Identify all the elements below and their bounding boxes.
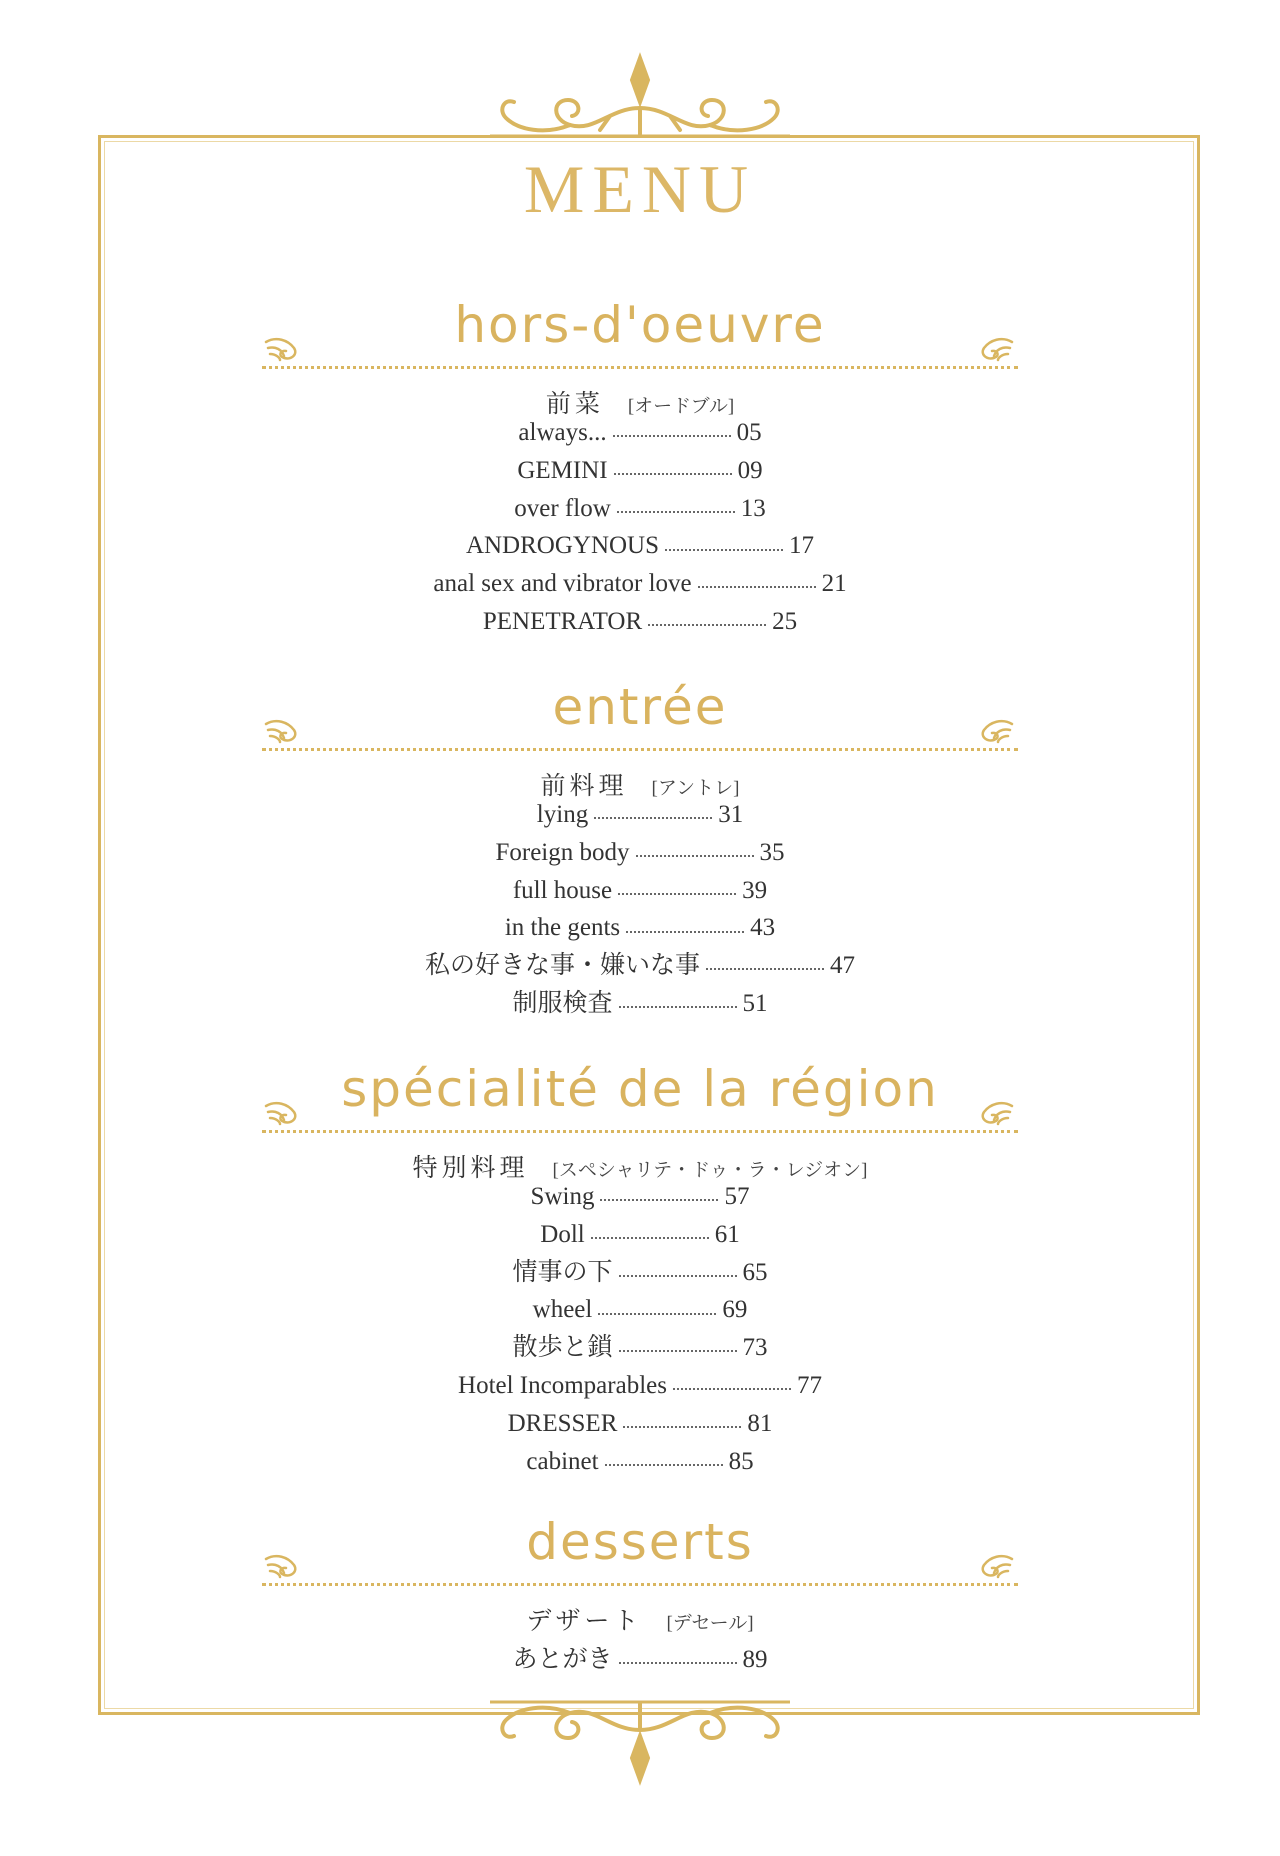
section-kana: [スペシャリテ・ドゥ・ラ・レジオン] bbox=[552, 1160, 868, 1181]
wing-left-icon bbox=[262, 1551, 306, 1581]
entry-page: 51 bbox=[742, 989, 768, 1017]
dot-leader bbox=[600, 1199, 718, 1201]
section-jp-name: 前菜 bbox=[545, 391, 604, 418]
dot-leader bbox=[636, 855, 754, 857]
dot-leader bbox=[665, 549, 783, 551]
entry-title: lying bbox=[536, 801, 589, 828]
dot-leader bbox=[673, 1388, 791, 1390]
wing-right-icon bbox=[972, 716, 1016, 746]
dot-leader bbox=[619, 1275, 737, 1277]
wing-right-icon bbox=[972, 1098, 1016, 1128]
dot-leader bbox=[613, 435, 731, 437]
section-heading: hors-d'oeuvre bbox=[454, 296, 826, 354]
entry-page: 89 bbox=[742, 1646, 768, 1673]
dotted-divider bbox=[262, 748, 1018, 751]
wing-right-icon bbox=[972, 1551, 1016, 1581]
entry-page: 05 bbox=[736, 419, 762, 446]
list-item[interactable] bbox=[0, 985, 1280, 1023]
section-heading: entrée bbox=[552, 678, 728, 736]
list-item[interactable] bbox=[0, 452, 1280, 490]
entry-title: over flow bbox=[514, 494, 611, 522]
list-item[interactable] bbox=[0, 947, 1280, 985]
entry-page: 31 bbox=[718, 801, 744, 828]
entry-page: 39 bbox=[742, 876, 768, 904]
wing-right-icon bbox=[972, 334, 1016, 364]
dot-leader bbox=[698, 586, 816, 588]
dot-leader bbox=[706, 968, 824, 970]
entry-title: anal sex and vibrator love bbox=[433, 570, 692, 598]
list-item[interactable] bbox=[0, 1254, 1280, 1292]
entry-page: 73 bbox=[742, 1334, 768, 1362]
list-item[interactable] bbox=[0, 1329, 1280, 1367]
entry-page: 81 bbox=[747, 1409, 773, 1437]
entry-title: cabinet bbox=[526, 1447, 599, 1475]
section-kana: [デセール] bbox=[666, 1613, 754, 1634]
entry-title: always... bbox=[518, 419, 607, 446]
section-heading: spécialité de la région bbox=[341, 1060, 939, 1118]
list-item[interactable] bbox=[0, 565, 1280, 603]
dotted-divider bbox=[262, 366, 1018, 369]
list-item[interactable] bbox=[0, 490, 1280, 528]
list-item[interactable] bbox=[0, 603, 1280, 641]
list-item[interactable] bbox=[0, 1216, 1280, 1254]
list-item[interactable] bbox=[0, 1405, 1280, 1443]
section-subtitle bbox=[0, 1601, 1280, 1637]
dot-leader bbox=[605, 1464, 723, 1466]
top-ornament bbox=[490, 50, 790, 140]
entry-list bbox=[0, 414, 1280, 641]
entry-page: 43 bbox=[750, 914, 776, 942]
entry-title: PENETRATOR bbox=[482, 607, 643, 635]
entry-page: 69 bbox=[722, 1296, 748, 1324]
dot-leader bbox=[617, 511, 735, 513]
entry-page: 13 bbox=[740, 494, 766, 522]
dot-leader bbox=[614, 473, 732, 475]
list-item[interactable] bbox=[0, 796, 1280, 834]
entry-page: 77 bbox=[796, 1371, 822, 1399]
section-kana: [アントレ] bbox=[651, 778, 740, 799]
wing-left-icon bbox=[262, 334, 306, 364]
section-jp-name: 前料理 bbox=[540, 773, 628, 800]
dotted-divider bbox=[262, 1583, 1018, 1586]
entry-page: 85 bbox=[728, 1447, 754, 1475]
dot-leader bbox=[618, 893, 736, 895]
entry-title: GEMINI bbox=[517, 456, 608, 484]
entry-title: DRESSER bbox=[507, 1409, 618, 1437]
entry-title: あとがき bbox=[512, 1646, 613, 1673]
list-item[interactable] bbox=[0, 1291, 1280, 1329]
entry-title: Hotel Incomparables bbox=[458, 1371, 667, 1399]
dot-leader bbox=[626, 931, 744, 933]
section-kana: [オードブル] bbox=[627, 396, 735, 417]
list-item[interactable] bbox=[0, 1178, 1280, 1216]
entry-list bbox=[0, 1641, 1280, 1679]
entry-page: 65 bbox=[742, 1258, 768, 1286]
entry-title: Doll bbox=[540, 1220, 585, 1248]
dot-leader bbox=[591, 1237, 709, 1239]
section-specialite-de-la-region bbox=[0, 1052, 1280, 1475]
section-heading: desserts bbox=[526, 1513, 754, 1571]
list-item[interactable] bbox=[0, 909, 1280, 947]
entry-page: 17 bbox=[789, 532, 815, 560]
entry-title: 私の好きな事・嫌いな事 bbox=[424, 952, 700, 980]
dot-leader bbox=[623, 1426, 741, 1428]
dot-leader bbox=[598, 1313, 716, 1315]
list-item[interactable] bbox=[0, 872, 1280, 910]
dot-leader bbox=[619, 1350, 737, 1352]
list-item[interactable] bbox=[0, 414, 1280, 452]
list-item[interactable] bbox=[0, 1641, 1280, 1679]
dotted-divider bbox=[262, 1130, 1018, 1133]
section-jp-name: デザート bbox=[526, 1608, 643, 1635]
entry-page: 35 bbox=[759, 838, 785, 866]
menu-title: MENU bbox=[523, 151, 757, 227]
entry-page: 21 bbox=[821, 570, 847, 598]
entry-title: full house bbox=[512, 876, 613, 904]
wing-left-icon bbox=[262, 716, 306, 746]
bottom-ornament bbox=[490, 1698, 790, 1788]
dot-leader bbox=[619, 1662, 737, 1664]
entry-page: 09 bbox=[737, 456, 763, 484]
entry-title: 散歩と鎖 bbox=[512, 1334, 613, 1362]
dot-leader bbox=[594, 817, 712, 819]
list-item[interactable] bbox=[0, 527, 1280, 565]
entry-title: ANDROGYNOUS bbox=[465, 532, 660, 560]
list-item[interactable] bbox=[0, 834, 1280, 872]
dot-leader bbox=[619, 1006, 737, 1008]
section-desserts bbox=[0, 1505, 1280, 1673]
entry-list bbox=[0, 796, 1280, 1023]
dot-leader bbox=[648, 624, 766, 626]
list-item[interactable] bbox=[0, 1367, 1280, 1405]
list-item[interactable] bbox=[0, 1443, 1280, 1481]
entry-title: Swing bbox=[530, 1183, 595, 1210]
entry-title: Foreign body bbox=[495, 838, 630, 866]
entry-title: in the gents bbox=[504, 914, 621, 942]
entry-title: 情事の下 bbox=[512, 1258, 613, 1286]
entry-page: 25 bbox=[772, 607, 798, 635]
entry-title: wheel bbox=[532, 1296, 593, 1324]
section-jp-name: 特別料理 bbox=[412, 1155, 529, 1182]
entry-page: 61 bbox=[714, 1220, 740, 1248]
section-hors-doeuvre bbox=[0, 288, 1280, 635]
entry-list bbox=[0, 1178, 1280, 1480]
wing-left-icon bbox=[262, 1098, 306, 1128]
section-entree bbox=[0, 670, 1280, 1017]
entry-page: 57 bbox=[724, 1183, 750, 1210]
entry-title: 制服検査 bbox=[512, 989, 613, 1017]
entry-page: 47 bbox=[830, 952, 855, 980]
